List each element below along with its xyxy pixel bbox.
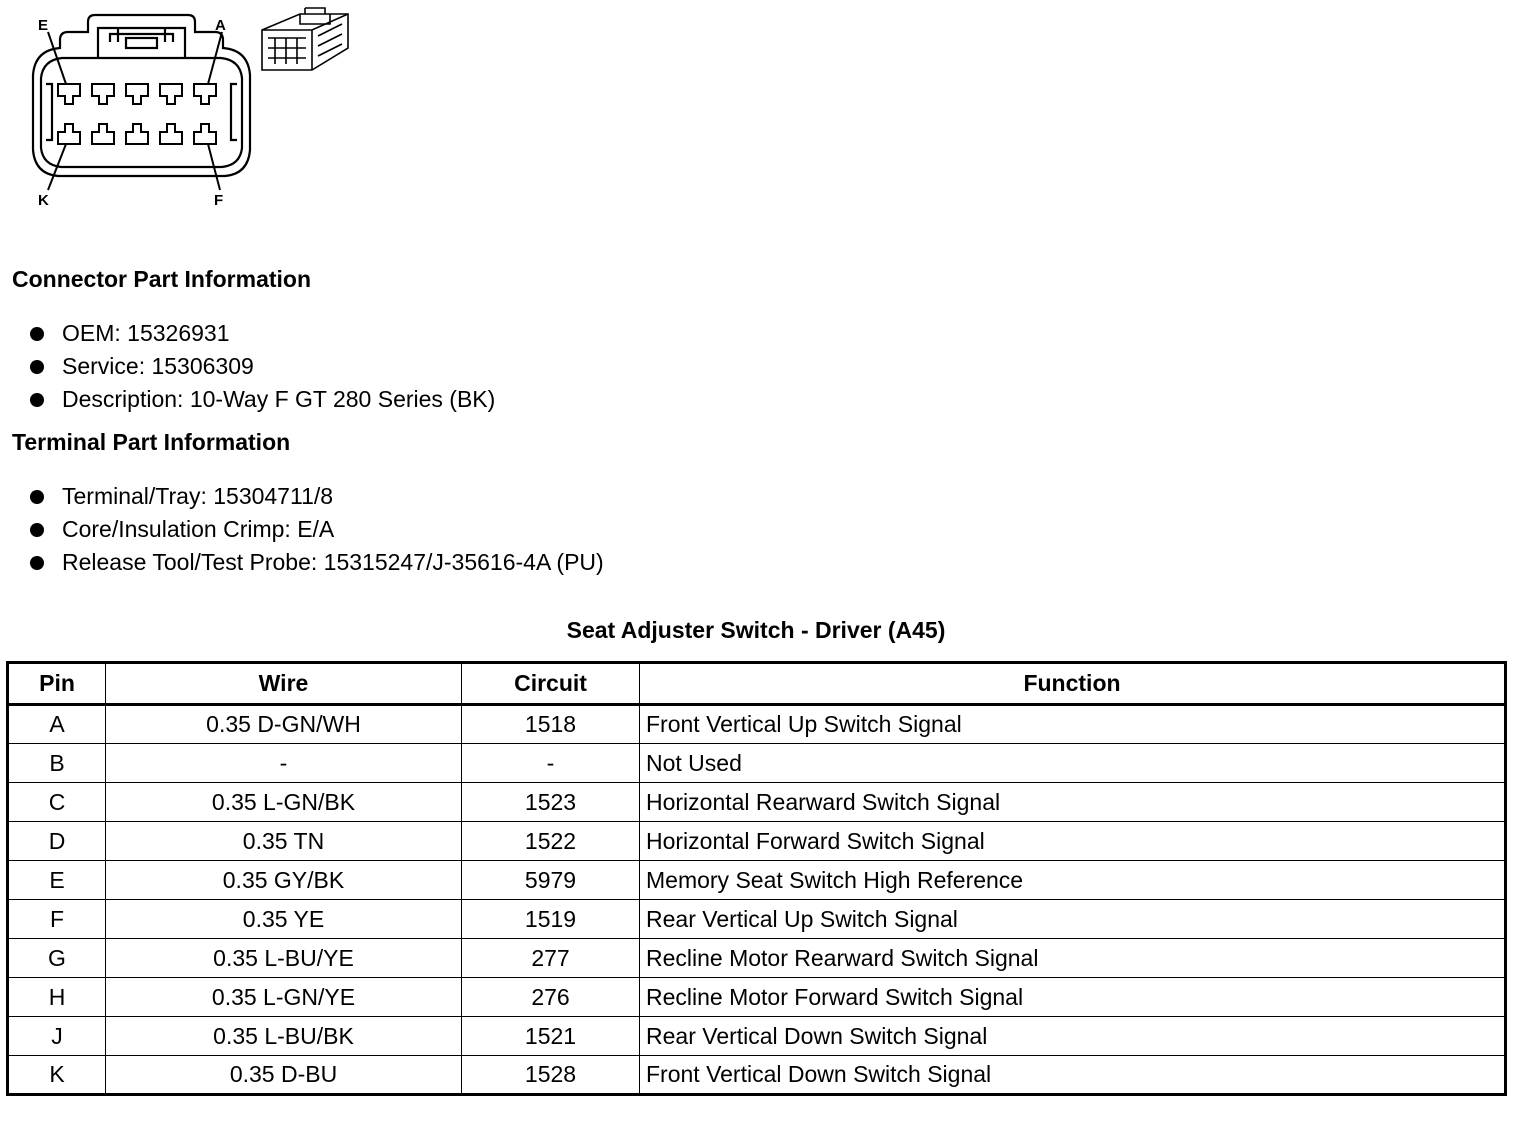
cell-function: Memory Seat Switch High Reference [640,861,1506,900]
cell-wire: 0.35 L-GN/BK [106,783,462,822]
connector-face-diagram [0,0,380,230]
bullet-icon [30,327,44,341]
cell-function: Front Vertical Up Switch Signal [640,705,1506,744]
cell-circuit: 276 [462,978,640,1017]
pin-label-k: K [38,192,49,209]
table-row [8,705,1506,744]
list-item: Release Tool/Test Probe: 15315247/J-35616-4A (PU) [28,546,604,579]
cell-pin: D [8,822,106,861]
cell-circuit: 1522 [462,822,640,861]
cell-circuit: 1523 [462,783,640,822]
bullet-icon [30,360,44,374]
cell-pin: H [8,978,106,1017]
pin-label-e: E [38,17,49,34]
cell-wire: 0.35 L-BU/BK [106,1017,462,1056]
cell-wire: 0.35 D-GN/WH [106,705,462,744]
list-item: Terminal/Tray: 15304711/8 [28,480,604,513]
cell-pin: G [8,939,106,978]
pinout-table [6,661,1507,1096]
table-row [8,900,1506,939]
table-row [8,783,1506,822]
cell-wire: 0.35 D-BU [106,1056,462,1095]
bullet-icon [30,490,44,504]
list-item: OEM: 15326931 [28,317,495,350]
pin-label-a: A [215,17,226,34]
cell-wire: - [106,744,462,783]
cell-function: Front Vertical Down Switch Signal [640,1056,1506,1095]
cell-pin: J [8,1017,106,1056]
cell-circuit: 5979 [462,861,640,900]
cell-pin: B [8,744,106,783]
terminal-part-heading: Terminal Part Information [12,429,291,455]
table-row [8,861,1506,900]
cell-pin: K [8,1056,106,1095]
cell-pin: A [8,705,106,744]
cell-circuit: 1528 [462,1056,640,1095]
cell-wire: 0.35 L-GN/YE [106,978,462,1017]
cell-wire: 0.35 TN [106,822,462,861]
table-row [8,1056,1506,1095]
list-item: Description: 10-Way F GT 280 Series (BK) [28,383,495,416]
table-header-row [8,663,1506,705]
cell-wire: 0.35 GY/BK [106,861,462,900]
connector-part-heading: Connector Part Information [12,266,312,292]
table-title: Seat Adjuster Switch - Driver (A45) [566,617,946,643]
list-item: Core/Insulation Crimp: E/A [28,513,604,546]
header-pin: Pin [8,663,106,705]
connector-3d-icon [262,8,348,70]
cell-pin: F [8,900,106,939]
table-row [8,822,1506,861]
table-row [8,744,1506,783]
table-row [8,1017,1506,1056]
cell-function: Horizontal Forward Switch Signal [640,822,1506,861]
cell-function: Horizontal Rearward Switch Signal [640,783,1506,822]
cell-function: Rear Vertical Up Switch Signal [640,900,1506,939]
cell-pin: E [8,861,106,900]
header-wire: Wire [106,663,462,705]
header-function: Function [640,663,1506,705]
bullet-icon [30,393,44,407]
cell-pin: C [8,783,106,822]
cell-function: Recline Motor Rearward Switch Signal [640,939,1506,978]
cell-circuit: 1518 [462,705,640,744]
connector-part-list [28,317,495,416]
cell-wire: 0.35 YE [106,900,462,939]
cell-circuit: 1521 [462,1017,640,1056]
cell-function: Rear Vertical Down Switch Signal [640,1017,1506,1056]
bullet-icon [30,556,44,570]
cell-circuit: 277 [462,939,640,978]
bullet-icon [30,523,44,537]
table-row [8,978,1506,1017]
cell-function: Recline Motor Forward Switch Signal [640,978,1506,1017]
list-item: Service: 15306309 [28,350,495,383]
pin-label-f: F [214,192,224,209]
terminal-part-list [28,480,604,579]
header-circuit: Circuit [462,663,640,705]
cell-circuit: - [462,744,640,783]
table-row [8,939,1506,978]
cell-wire: 0.35 L-BU/YE [106,939,462,978]
cell-function: Not Used [640,744,1506,783]
cell-circuit: 1519 [462,900,640,939]
